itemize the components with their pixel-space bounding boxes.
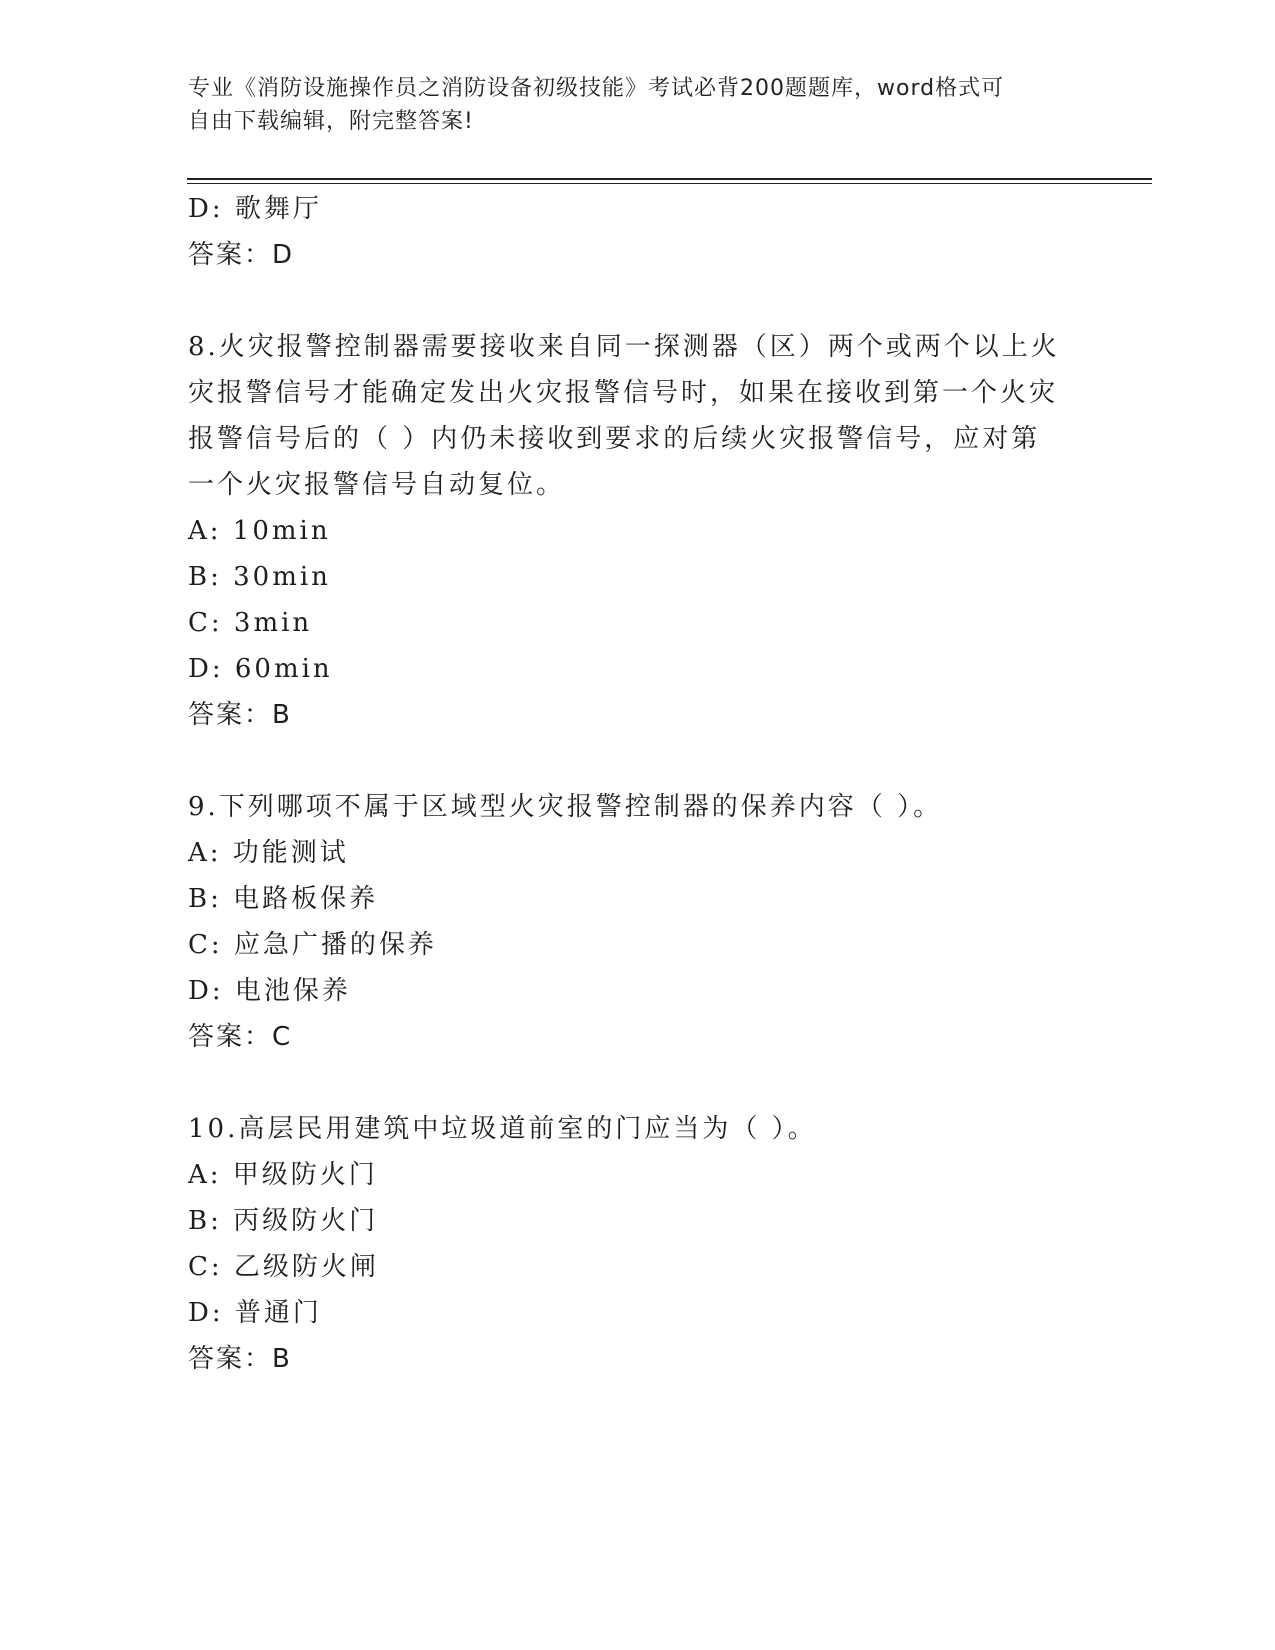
- option-c: C: 乙级防火闸: [188, 1252, 379, 1282]
- header-divider-thin: [187, 183, 1152, 184]
- option-d: D: 普通门: [188, 1298, 322, 1328]
- document-header: [188, 72, 1068, 138]
- stem-line: 报警信号后的（ ）内仍未接收到要求的后续火灾报警信号，应对第: [188, 424, 1041, 454]
- question-list: [188, 186, 1068, 1382]
- header-divider-thick: [187, 178, 1152, 180]
- answer-line: 答案：D: [188, 240, 295, 270]
- question-item: [188, 784, 1068, 1060]
- stem-line: 一个火灾报警信号自动复位。: [188, 470, 566, 500]
- header-line-2: 自由下载编辑，附完整答案!: [188, 109, 474, 134]
- question-stem: [188, 1106, 1068, 1152]
- option-c: C: 应急广播的保养: [188, 930, 437, 960]
- option-c: C: 3min: [188, 608, 313, 638]
- header-line-1: 专业《消防设施操作员之消防设备初级技能》考试必背200题题库，word格式可: [188, 76, 1005, 101]
- option-a: A: 甲级防火门: [188, 1160, 378, 1190]
- option-b: B: 丙级防火门: [188, 1206, 379, 1236]
- option-a: A: 10min: [188, 516, 331, 546]
- answer-line: 答案：B: [188, 1344, 292, 1374]
- question-item: [188, 1106, 1068, 1382]
- question-stem: [188, 324, 1068, 508]
- answer-line: 答案：B: [188, 700, 292, 730]
- option-a: A: 功能测试: [188, 838, 349, 868]
- option-b: B: 电路板保养: [188, 884, 379, 914]
- option-d: D: 电池保养: [188, 976, 351, 1006]
- question-stem: [188, 784, 1068, 830]
- answer-line: 答案：C: [188, 1022, 293, 1052]
- stem-line: 10.高层民用建筑中垃圾道前室的门应当为（ ）。: [188, 1114, 817, 1144]
- option-b: B: 30min: [188, 562, 331, 592]
- option-d: D: 歌舞厅: [188, 194, 322, 224]
- option-d: D: 60min: [188, 654, 333, 684]
- stem-line: 9.下列哪项不属于区域型火灾报警控制器的保养内容（ ）。: [188, 792, 943, 822]
- question-item: [188, 324, 1068, 738]
- stem-line: 8.火灾报警控制器需要接收来自同一探测器（区）两个或两个以上火: [188, 332, 1060, 362]
- stem-line: 灾报警信号才能确定发出火灾报警信号时，如果在接收到第一个火灾: [188, 378, 1059, 408]
